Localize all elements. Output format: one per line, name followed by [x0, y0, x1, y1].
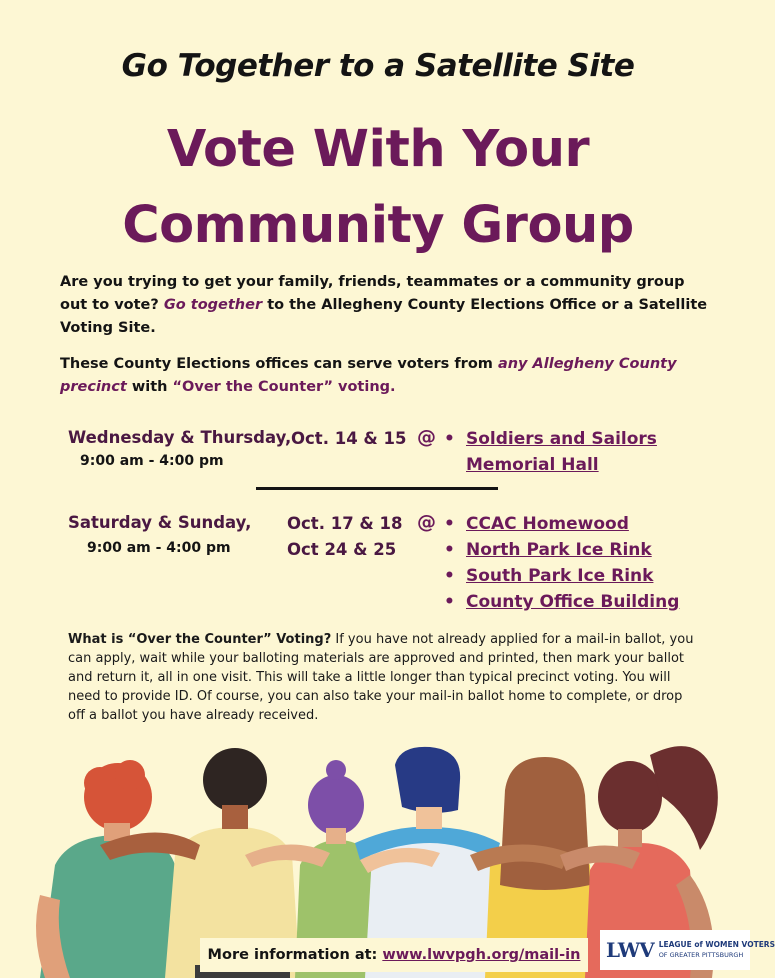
location-link-soldiers-sailors[interactable]: Soldiers and Sailors Memorial Hall [466, 429, 657, 475]
locations-list-2 [444, 511, 724, 615]
intro-emphasis: Go together [163, 297, 263, 313]
subtitle: Go Together to a Satellite Site [121, 48, 635, 84]
footer-info [200, 938, 588, 972]
logo-mark: LWV [606, 938, 654, 962]
date-range: Oct. 17 & 18 [287, 514, 403, 533]
otc-heading: What is “Over the Counter” Voting? [68, 632, 332, 647]
intro-text: Are you trying to get your family, friends, teammates or a community group out to vote? [60, 274, 685, 313]
divider [256, 487, 498, 490]
person-1 [36, 760, 185, 978]
bullet: • [444, 514, 455, 534]
logo-line-2: OF GREATER PITTSBURGH [658, 951, 744, 959]
schedule-days-1: Wednesday & Thursday, [68, 428, 292, 447]
title-line-2: Community Group [122, 196, 634, 255]
schedule-hours-2: 9:00 am - 4:00 pm [87, 540, 231, 556]
at-sign: @ [417, 426, 436, 448]
footer-label: More information at: [207, 947, 378, 963]
list-item [444, 589, 724, 615]
at-sign: @ [417, 511, 436, 533]
locations-list-1 [444, 426, 694, 478]
bullet: • [444, 592, 455, 612]
schedule-hours-1: 9:00 am - 4:00 pm [80, 453, 224, 469]
schedule-dates-1: Oct. 14 & 15 [291, 429, 407, 448]
lwv-logo [600, 930, 775, 970]
intro-text: with [131, 379, 168, 395]
intro-paragraph-1 [60, 271, 710, 340]
location-link-county-office[interactable]: County Office Building [466, 592, 680, 612]
logo-text [659, 940, 775, 960]
intro-emphasis: any Allegheny County precinct [60, 356, 677, 395]
intro-paragraph-2 [60, 353, 710, 399]
location-link-north-park[interactable]: North Park Ice Rink [466, 540, 652, 560]
footer-link[interactable]: www.lwvpgh.org/mail-in [382, 947, 581, 963]
bullet: • [444, 566, 455, 586]
intro-emphasis: “Over the Counter” voting. [172, 379, 396, 395]
schedule-dates-2 [287, 511, 403, 563]
title-line-1: Vote With Your [166, 120, 590, 179]
list-item [444, 426, 694, 478]
location-link-ccac-homewood[interactable]: CCAC Homewood [466, 514, 629, 534]
bullet: • [444, 540, 455, 560]
logo-line-1: LEAGUE of WOMEN VOTERS [658, 940, 775, 949]
location-link-south-park[interactable]: South Park Ice Rink [466, 566, 654, 586]
otc-body: If you have not already applied for a mail-in ballot, you can apply, wait while your balloting materials are approved and printed, then mark your ballot and return it, all in one visit. This will take a little longer than typical precinct voting. You will need to provide ID. Of course, you can also take your mail-in ballot home to complete, or drop off a ballot you have already received. [68, 632, 694, 723]
list-item [444, 563, 724, 589]
list-item [444, 537, 724, 563]
bullet: • [444, 429, 455, 449]
page-title [0, 112, 756, 264]
intro-text: These County Elections offices can serve voters from [60, 356, 493, 372]
intro-text: to the Allegheny County Elections Office or a Satellite Voting Site. [60, 297, 708, 336]
date-range: Oct 24 & 25 [287, 540, 397, 559]
schedule-days-2: Saturday & Sunday, [68, 513, 252, 532]
otc-explanation [68, 630, 698, 725]
list-item [444, 511, 724, 537]
